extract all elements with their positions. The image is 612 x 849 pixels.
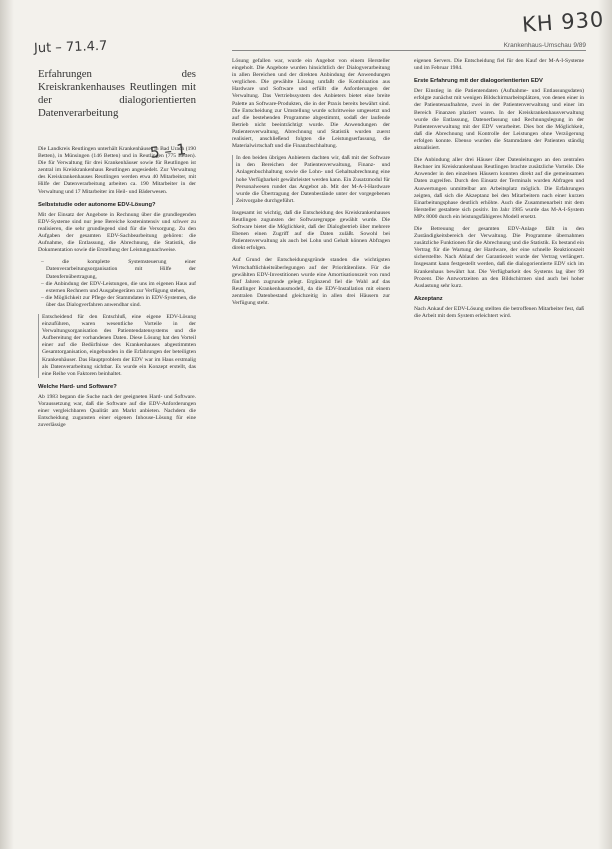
handwritten-note-top-left: Jut – 71.4.7 — [33, 38, 108, 57]
header-rule — [232, 50, 586, 51]
paragraph: Nach Ankauf der EDV-Lösung stellten die betroffenen Mitarbeiter fest, daß die Arbeit mit dem System erleichtert wird. — [414, 305, 584, 319]
handwritten-note-top-right: KH 930 — [521, 7, 606, 37]
paragraph: Auf Grund der Entscheidungsgründe standen die wichtigsten Wirtschaftlichkeitsüberlegungen auf der Prioritätenliste. Für die gewählten EDV-Investitionen wurde eine Amortisationszeit von rund fünf Jahren zugrunde gelegt. Ergänzend fiel die Wahl auf das Reutlinger Krankenhausmodell, da die EDV-Installation mit einem zentralen Datenbestand gleichzeitig in allen drei Häusern zur Verfügung steht. — [232, 257, 390, 306]
scan-shadow-right — [598, 0, 612, 849]
section-heading: Akzeptanz — [414, 295, 443, 302]
paragraph: Ab 1983 begann die Suche nach der geeigneten Hard- und Software. Voraussetzung war, daß die Software auf die EDV-Anforderungen einer vergleichbaren Qualität am Markt anbieten. Nachdem die Entscheidung zugunsten einer eigenen Inhouse-Lösung für eine zuverlässige — [38, 393, 196, 429]
column-1 — [38, 58, 196, 434]
section-heading: Erste Erfahrung mit der dialogorientierten EDV — [414, 78, 543, 85]
section-heading: Welche Hard- und Software? — [38, 383, 117, 390]
list-item: – die Möglichkeit zur Pflege der Stammdaten in EDV-Systemen, die über das Dialogverfahren anwendbar sind. — [41, 294, 196, 308]
paragraph: Mit der Einsatz der Angebote in Rechnung über die grundlegenden EDV-Systeme sind nur jene Bereiche kostenintensiv und schwer zu realisieren, die sehr grundlegend sind für die Versorgung. Zu den Aufgaben der gesamten EDV-Sachbearbeitung gehören: die Aufnahme, die Entlassung, die Abrechnung, die Statistik, die Dokumentation sowie die Erstellung der Leistungsnachweise. — [38, 211, 196, 254]
paragraph: Der Einstieg in die Patientendaten (Aufnahme- und Entlassungsdaten) erfolgte zunächst mit wenigen Bildschirmarbeitsplätzen, von denen einer in der Patientenaufnahme, zwei in der Patientenverwaltung und einer im Bereich Finanzen plaziert waren. In der Kreiskrankenhausverwaltung wurde die Entlassung, Datenerfassung und Rechnungslegung in der Patientenverwaltung mit der EDV verarbeitet. Dies bot die Möglichkeit, daß die Abrechnung und Kontrolle der Leistungen ohne Verzögerung erfolgen konnte. Ebenso wurden die Stammdaten der Patienten ständig aktualisiert. — [414, 88, 584, 152]
paragraph: Entscheidend für den Entschluß, eine eigene EDV-Lösung einzuführen, waren wesentliche Vorteile in der Verwaltungsorganisation des Patientendatensystems und die Aufbereitung der vorhandenen Daten. Diese Lösung hat den Vorteil einer auf die Bedürfnisse des Krankenhauses abgestimmten Gesamtorganisation, eingebunden in die Erfahrungen der beteiligten Krankenhäuser. Das Hauptproblem der EDV war im Haus erstmalig als Datenverarbeitung sichtbar. Es wurde ein Konzept erstellt, das eine Reihe von Faktoren beinhaltet. — [38, 314, 196, 378]
column-2 — [232, 58, 390, 312]
column-3 — [414, 58, 584, 325]
list-item: – die Anbindung der EDV-Leistungen, die uns im eigenen Haus auf externen Rechnern und Ausgabegeräten zur Verfügung stehen, — [41, 280, 196, 294]
paragraph: Die Betreuung der gesamten EDV-Anlage fällt in den Zuständigkeitsbereich der Verwaltung. Die Programme übernahmen zusätzliche Funktionen für die Abrechnung und die Statistik. Es bestand ein Vertrag für die Wartung der Hardware, der eine schnelle Reaktionszeit sicherstellte. Nach Ablauf der Garantiezeit wurde der Vertrag verlängert. Insgesamt kann festgestellt werden, daß die dialogorientierte EDV sich im Krankenhaus bewährt hat. Die Verfügbarkeit des Systems lag über 99 Prozent. Die Antwortzeiten an den Bildschirmen sind auch bei hoher Auslastung sehr kurz. — [414, 225, 584, 289]
section-heading: Selbststudie oder autonome EDV-Lösung? — [38, 201, 156, 208]
paragraph: eigenen Servers. Die Entscheidung fiel für den Kauf der M-A-I-Systeme und im Februar 1984. — [414, 58, 584, 72]
intro-paragraph: Die Landkreis Reutlingen unterhält Krankenhäuser in Bad Urach (190 Betten), in Münsingen (146 Betten) und in Reutlingen (775 Betten). Die für Verwaltung für drei Krankenhäuser sowie für Reutlingen ist zentral im Kreiskrankenhaus Reutlingen angesiedelt. Zur Verwaltung des Kreiskrankenhauses Reutlingen werden etwa 40 Mitarbeiter, mit Hilfe der Datenverarbeitung arbeiten ca. 190 Mitarbeiter in der Verwaltung und 17 Mitarbeiter im Heil- und Bäderwesen. — [38, 146, 196, 195]
scan-shadow-left — [0, 0, 14, 849]
handwritten-margin-note: 5 – 1 — [149, 140, 187, 162]
list-item: – die komplette Systemsteuerung einer Datenverarbeitungsorganisation mit Hilfe der Datenfernübertragung, — [41, 259, 196, 280]
paragraph: Lösung gefallen war, wurde ein Angebot von einem Hersteller eingeholt. Die Angebote wurden hinsichtlich der Dialogverarbeitung in allen Bereichen und der direkten Anbindung der Anwendungen verglichen. Die gewählte Lösung umfaßt die Kombination aus Hardware und Software und erfüllt die Anforderungen der Verwaltung. Das Vertriebssystem des Anbieters bietet eine breite Palette an Software-Produkten, die in der Praxis bereits bewährt sind. Die Entscheidung zur Umstellung wurde schrittweise umgesetzt und auf die bestehenden Programme abgestimmt, sodaß der laufende Betrieb nicht beeinträchtigt wurde. Die Anwendungen der Patientenverwaltung, Abrechnung und Statistik wurden zuerst realisiert, anschließend folgten die Leistungserfassung, die Materialwirtschaft und die Finanzbuchhaltung. — [232, 58, 390, 150]
bullet-list — [38, 259, 196, 309]
running-head: Krankenhaus-Umschau 9/89 — [503, 42, 586, 49]
paragraph: Die Anbindung aller drei Häuser über Datenleitungen an den zentralen Rechner im Kreiskrankenhaus Reutlingen brachte zusätzliche Vorteile. Die Anwender in den einzelnen Häusern konnten direkt auf die gemeinsamen Daten zugreifen. Durch den Einsatz der Terminals wurden Abfragen und Auswertungen unmittelbar am Arbeitsplatz möglich. Die Erfahrungen zeigten, daß sich die Akzeptanz bei den Mitarbeitern nach einer kurzen Einarbeitungsphase deutlich erhöhte. Auch die Zusammenarbeit mit dem Hersteller gestaltete sich positiv. Im Jahr 1985 wurde das M-A-I-System MPx 8000 durch ein leistungsfähigeres Modell ersetzt. — [414, 157, 584, 220]
paragraph: Insgesamt ist wichtig, daß die Entscheidung des Kreiskrankenhauses Reutlingen zugunsten der Softwaregruppe gewählt wurde. Die Software bietet die Möglichkeit, daß der Dialogbetrieb über mehrere Ebenen einen Zugriff auf die Daten zuläßt. Sowohl bei Patientenverwaltung als auch bei Lohn und Gehalt können Abfragen direkt erfolgen. — [232, 209, 390, 252]
article-title: Erfahrungen des Kreiskrankenhauses Reutlingen mit der dialogorientierten Datenverarbeitung — [38, 68, 196, 119]
paragraph: In den beiden übrigen Anbietern dachten wir, daß mit der Software in den Bereichen der Patientenverwaltung, Finanz- und Anlagenbuchhaltung sowie die Lohn- und Gehaltsabrechnung eine hohe Verfügbarkeit gewährleistet werden kann. Ein Zusatzmodul für Personalwesen rundet das Angebot ab. Mit der M-A-I-Hardware wurde die Übertragung der Datenbestände unter der vorgegebenen Zeitvorgabe durchgeführt. — [232, 155, 390, 205]
